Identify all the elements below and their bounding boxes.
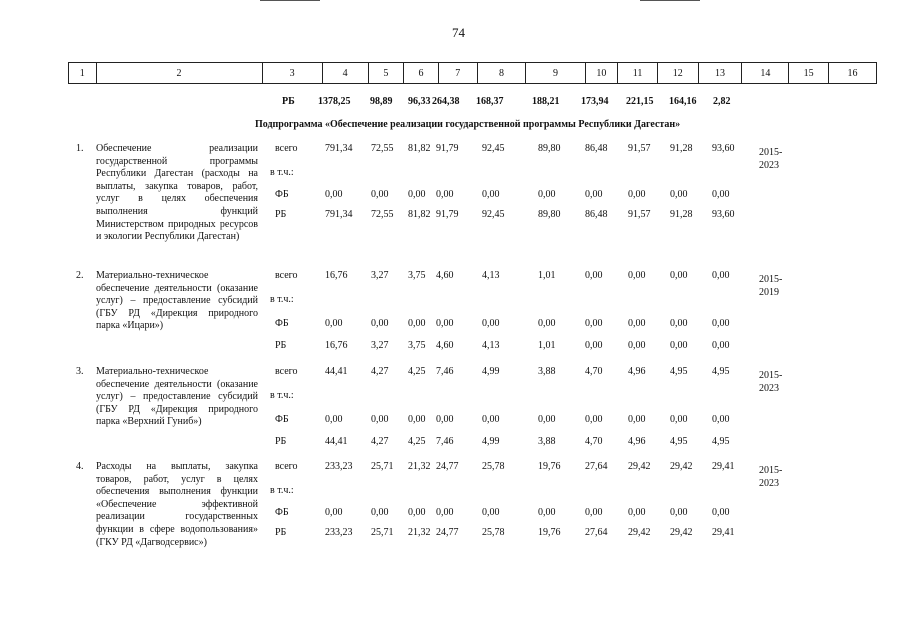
value-cell: 24,77 — [436, 461, 459, 472]
value-cell: 91,79 — [436, 143, 459, 154]
value-cell: 4,95 — [712, 436, 730, 447]
row-label: в т.ч.: — [270, 294, 294, 305]
value-cell: 0,00 — [628, 270, 646, 281]
value-cell: 0,00 — [482, 414, 500, 425]
value-cell: 92,45 — [482, 209, 505, 220]
row-label: всего — [275, 270, 298, 281]
header-cell: 3 — [262, 63, 322, 84]
value-cell: 86,48 — [585, 209, 608, 220]
value-cell: 89,80 — [538, 143, 561, 154]
value-cell: 1,01 — [538, 340, 556, 351]
value-cell: 81,82 — [408, 209, 431, 220]
header-cell: 7 — [438, 63, 477, 84]
value-cell: 44,41 — [325, 436, 348, 447]
value-cell: 0,00 — [408, 507, 426, 518]
value-cell: 25,78 — [482, 527, 505, 538]
header-cell: 16 — [829, 63, 877, 84]
value-cell: 19,76 — [538, 461, 561, 472]
period: 2015- — [759, 370, 783, 381]
row-label: ФБ — [275, 507, 289, 518]
value-cell: 0,00 — [585, 340, 603, 351]
value-cell: 233,23 — [325, 461, 353, 472]
period: 2015- — [759, 465, 783, 476]
item-description: Материально-техническое обеспечение деятельности (оказание услуг) – предоставление субсидий (ГБУ РД «Дирекция природного парка «Верхний Гуниб») — [96, 366, 258, 428]
value-cell: 233,23 — [325, 527, 353, 538]
value-cell: 25,71 — [371, 461, 394, 472]
value-cell: 29,42 — [670, 527, 693, 538]
value-cell: 72,55 — [371, 143, 394, 154]
value-cell: 16,76 — [325, 270, 348, 281]
value-cell: 3,27 — [371, 340, 389, 351]
value-cell: 91,79 — [436, 209, 459, 220]
value-cell: 0,00 — [585, 318, 603, 329]
value-cell: 91,28 — [670, 209, 693, 220]
value-cell: 24,77 — [436, 527, 459, 538]
value-cell: 0,00 — [408, 318, 426, 329]
value-cell: 0,00 — [371, 189, 389, 200]
value-cell: 29,42 — [670, 461, 693, 472]
value-cell: 25,71 — [371, 527, 394, 538]
value-cell: 29,41 — [712, 527, 735, 538]
value-cell: 21,32 — [408, 461, 431, 472]
item-number: 3. — [76, 366, 84, 377]
value-cell: 0,00 — [585, 189, 603, 200]
value-cell: 0,00 — [670, 414, 688, 425]
period: 2015- — [759, 274, 783, 285]
value-cell: 4,70 — [585, 366, 603, 377]
value-cell: 0,00 — [670, 318, 688, 329]
value-cell: 19,76 — [538, 527, 561, 538]
value-cell: 0,00 — [371, 507, 389, 518]
value-cell: 0,00 — [538, 414, 556, 425]
value-cell: 3,88 — [538, 366, 556, 377]
value-cell: 0,00 — [585, 414, 603, 425]
value-cell: 72,55 — [371, 209, 394, 220]
summary-value: 96,33 — [408, 96, 431, 107]
item-number: 1. — [76, 143, 84, 154]
scan-edge-line — [260, 0, 320, 1]
summary-value: 188,21 — [532, 96, 560, 107]
value-cell: 0,00 — [712, 318, 730, 329]
value-cell: 0,00 — [371, 414, 389, 425]
value-cell: 0,00 — [436, 507, 454, 518]
value-cell: 91,57 — [628, 143, 651, 154]
header-cell: 1 — [69, 63, 97, 84]
row-label: РБ — [275, 436, 287, 447]
summary-value: 2,82 — [713, 96, 731, 107]
value-cell: 4,25 — [408, 436, 426, 447]
row-label: в т.ч.: — [270, 485, 294, 496]
value-cell: 0,00 — [628, 340, 646, 351]
item-description: Обеспечение реализации государственной программы Республики Дагестан (расходы на выплаты, закупка товаров, работ, услуг в целях обеспечения выполнения функций Министерством природных ресурсов и экологии Республики Дагестан) — [96, 143, 258, 243]
period: 2023 — [759, 160, 779, 171]
value-cell: 0,00 — [712, 270, 730, 281]
header-cell: 11 — [618, 63, 658, 84]
header-cell: 8 — [477, 63, 526, 84]
value-cell: 0,00 — [371, 318, 389, 329]
item-number: 2. — [76, 270, 84, 281]
value-cell: 0,00 — [670, 189, 688, 200]
row-label: ФБ — [275, 318, 289, 329]
value-cell: 3,88 — [538, 436, 556, 447]
value-cell: 4,96 — [628, 436, 646, 447]
header-cell: 5 — [368, 63, 404, 84]
row-label: ФБ — [275, 414, 289, 425]
value-cell: 0,00 — [482, 318, 500, 329]
summary-value: 221,15 — [626, 96, 654, 107]
value-cell: 0,00 — [628, 318, 646, 329]
value-cell: 4,13 — [482, 340, 500, 351]
summary-value: 1378,25 — [318, 96, 351, 107]
value-cell: 29,42 — [628, 527, 651, 538]
value-cell: 4,96 — [628, 366, 646, 377]
value-cell: 4,99 — [482, 366, 500, 377]
value-cell: 0,00 — [628, 507, 646, 518]
scan-edge-line — [640, 0, 700, 1]
value-cell: 0,00 — [712, 507, 730, 518]
value-cell: 0,00 — [538, 189, 556, 200]
value-cell: 0,00 — [670, 507, 688, 518]
value-cell: 16,76 — [325, 340, 348, 351]
row-label: в т.ч.: — [270, 167, 294, 178]
value-cell: 0,00 — [712, 414, 730, 425]
header-cell: 14 — [742, 63, 789, 84]
value-cell: 0,00 — [325, 507, 343, 518]
value-cell: 4,27 — [371, 436, 389, 447]
value-cell: 4,60 — [436, 340, 454, 351]
value-cell: 791,34 — [325, 143, 353, 154]
value-cell: 0,00 — [482, 189, 500, 200]
value-cell: 0,00 — [670, 270, 688, 281]
value-cell: 3,75 — [408, 340, 426, 351]
value-cell: 4,13 — [482, 270, 500, 281]
period: 2015- — [759, 147, 783, 158]
value-cell: 3,75 — [408, 270, 426, 281]
header-cell: 6 — [404, 63, 439, 84]
value-cell: 0,00 — [325, 414, 343, 425]
summary-value: 264,38 — [432, 96, 460, 107]
value-cell: 7,46 — [436, 436, 454, 447]
summary-value: 164,16 — [669, 96, 697, 107]
period: 2019 — [759, 287, 779, 298]
value-cell: 1,01 — [538, 270, 556, 281]
value-cell: 93,60 — [712, 209, 735, 220]
period: 2023 — [759, 478, 779, 489]
value-cell: 0,00 — [436, 318, 454, 329]
header-cell: 13 — [698, 63, 742, 84]
value-cell: 0,00 — [408, 414, 426, 425]
value-cell: 81,82 — [408, 143, 431, 154]
value-cell: 7,46 — [436, 366, 454, 377]
value-cell: 29,42 — [628, 461, 651, 472]
value-cell: 21,32 — [408, 527, 431, 538]
row-label: РБ — [275, 340, 287, 351]
value-cell: 0,00 — [325, 318, 343, 329]
summary-value: 173,94 — [581, 96, 609, 107]
item-number: 4. — [76, 461, 84, 472]
column-number-header — [68, 62, 877, 84]
value-cell: 4,95 — [670, 366, 688, 377]
value-cell: 91,57 — [628, 209, 651, 220]
value-cell: 0,00 — [538, 507, 556, 518]
value-cell: 89,80 — [538, 209, 561, 220]
value-cell: 4,70 — [585, 436, 603, 447]
header-cell: 12 — [657, 63, 698, 84]
value-cell: 0,00 — [628, 189, 646, 200]
row-label: всего — [275, 143, 298, 154]
value-cell: 0,00 — [712, 340, 730, 351]
value-cell: 25,78 — [482, 461, 505, 472]
value-cell: 4,99 — [482, 436, 500, 447]
value-cell: 4,25 — [408, 366, 426, 377]
value-cell: 0,00 — [408, 189, 426, 200]
header-cell: 15 — [789, 63, 829, 84]
value-cell: 0,00 — [436, 414, 454, 425]
item-description: Материально-техническое обеспечение деятельности (оказание услуг) – предоставление субсидий (ГБУ РД «Дирекция природного парка «Ицари») — [96, 270, 258, 332]
summary-value: 98,89 — [370, 96, 393, 107]
row-label: РБ — [275, 209, 287, 220]
row-label: всего — [275, 366, 298, 377]
page-number: 74 — [452, 25, 465, 40]
value-cell: 0,00 — [436, 189, 454, 200]
value-cell: 3,27 — [371, 270, 389, 281]
value-cell: 0,00 — [482, 507, 500, 518]
value-cell: 91,28 — [670, 143, 693, 154]
subprogram-title: Подпрограмма «Обеспечение реализации государственной программы Республики Дагестан» — [255, 119, 681, 130]
row-label: РБ — [275, 527, 287, 538]
row-label: в т.ч.: — [270, 390, 294, 401]
value-cell: 0,00 — [670, 340, 688, 351]
value-cell: 44,41 — [325, 366, 348, 377]
row-label: ФБ — [275, 189, 289, 200]
header-cell: 10 — [585, 63, 618, 84]
period: 2023 — [759, 383, 779, 394]
value-cell: 4,27 — [371, 366, 389, 377]
value-cell: 86,48 — [585, 143, 608, 154]
item-description: Расходы на выплаты, закупка товаров, работ, услуг в целях обеспечения выполнения функции «Обеспечение эффективной реализации государственных функции в сфере водопользования» (ГКУ РД «Дагводсервис») — [96, 461, 258, 548]
value-cell: 4,95 — [712, 366, 730, 377]
value-cell: 93,60 — [712, 143, 735, 154]
header-cell: 4 — [322, 63, 368, 84]
value-cell: 0,00 — [538, 318, 556, 329]
value-cell: 0,00 — [628, 414, 646, 425]
value-cell: 92,45 — [482, 143, 505, 154]
row-label: всего — [275, 461, 298, 472]
header-cell: 2 — [96, 63, 262, 84]
header-cell: 9 — [526, 63, 585, 84]
value-cell: 4,95 — [670, 436, 688, 447]
value-cell: 4,60 — [436, 270, 454, 281]
value-cell: 0,00 — [325, 189, 343, 200]
value-cell: 29,41 — [712, 461, 735, 472]
value-cell: 0,00 — [585, 270, 603, 281]
value-cell: 791,34 — [325, 209, 353, 220]
value-cell: 0,00 — [585, 507, 603, 518]
summary-value: 168,37 — [476, 96, 504, 107]
value-cell: 0,00 — [712, 189, 730, 200]
summary-label: РБ — [282, 96, 295, 107]
value-cell: 27,64 — [585, 461, 608, 472]
value-cell: 27,64 — [585, 527, 608, 538]
